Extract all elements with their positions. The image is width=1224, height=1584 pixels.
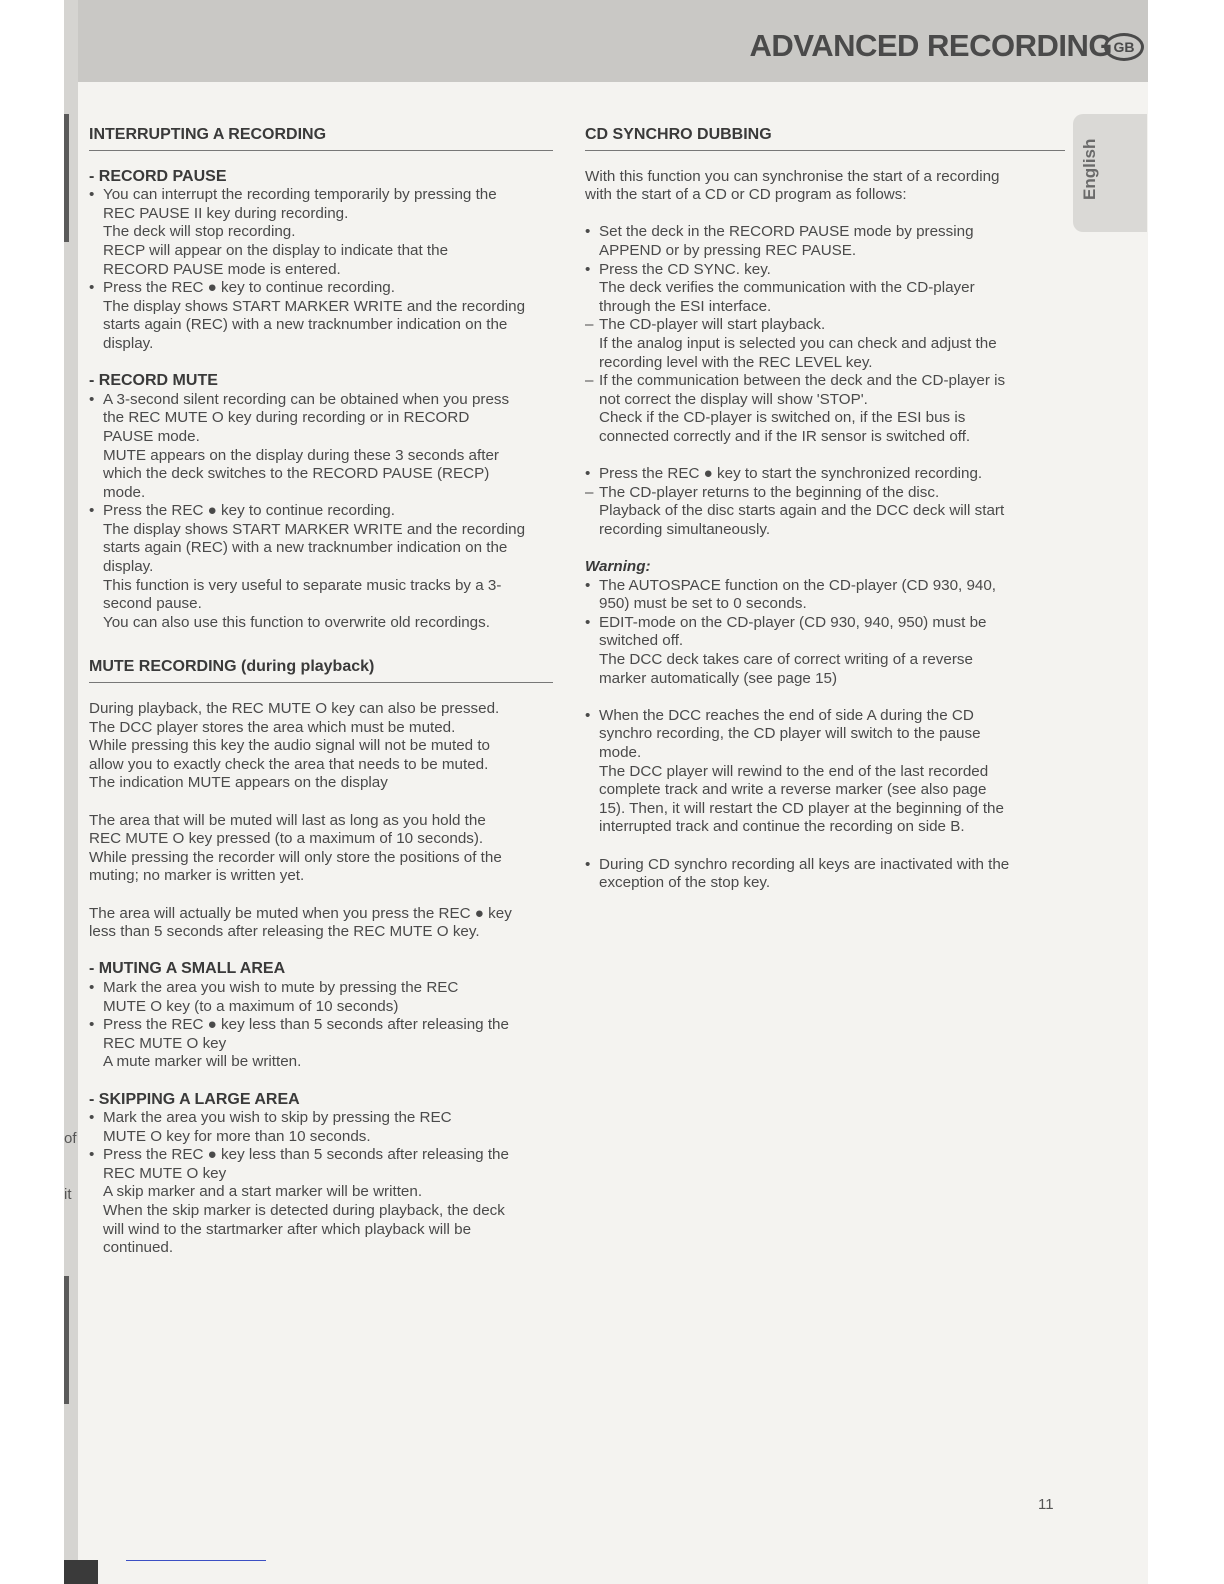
text-line: which the deck switches to the RECORD PAUSE (RECP) bbox=[103, 465, 490, 483]
text-line: muting; no marker is written yet. bbox=[89, 867, 305, 885]
text-line: starts again (REC) with a new tracknumber indication on the bbox=[103, 316, 508, 334]
text-line: With this function you can synchronise the start of a recording bbox=[585, 167, 1000, 185]
text-line: recording simultaneously. bbox=[599, 520, 771, 538]
text-line: REC MUTE O key pressed (to a maximum of 10 seconds). bbox=[89, 830, 484, 848]
list-item: • Press the REC ● key to start the synchronized recording. bbox=[585, 465, 1065, 484]
right-column bbox=[585, 126, 1065, 893]
text-line: REC PAUSE II key during recording. bbox=[103, 204, 349, 222]
text-line: The display shows START MARKER WRITE and the recording bbox=[103, 520, 526, 538]
section-title-interrupting: INTERRUPTING A RECORDING bbox=[89, 126, 553, 151]
corner-mark bbox=[64, 1560, 98, 1584]
language-badge: GB bbox=[1104, 33, 1144, 61]
text-line: Check if the CD-player is switched on, if the ESI bus is bbox=[599, 409, 966, 427]
section-title-cd-synchro: CD SYNCHRO DUBBING bbox=[585, 126, 1065, 151]
list-item: • The AUTOSPACE function on the CD-player (CD 930, 940, bbox=[585, 577, 1065, 596]
edge-fragment-2: it bbox=[64, 1186, 72, 1203]
text-line: switched off. bbox=[599, 632, 684, 650]
text-line: You can also use this function to overwrite old recordings. bbox=[103, 613, 490, 631]
text-line: While pressing the recorder will only store the positions of the bbox=[89, 848, 502, 866]
list-item: • Press the REC ● key to continue recording. bbox=[89, 502, 553, 521]
subsection-record-pause: - RECORD PAUSE bbox=[89, 167, 227, 185]
subsection-skipping-large-area: - SKIPPING A LARGE AREA bbox=[89, 1090, 300, 1108]
text-line: RECP will appear on the display to indicate that the bbox=[103, 241, 449, 259]
list-item: • EDIT-mode on the CD-player (CD 930, 940, 950) must be bbox=[585, 614, 1065, 633]
text-line: continued. bbox=[103, 1239, 174, 1257]
text-line: with the start of a CD or CD program as follows: bbox=[585, 186, 907, 204]
text-line: PAUSE mode. bbox=[103, 427, 200, 445]
text-line: allow you to exactly check the area that needs to be muted. bbox=[89, 755, 489, 773]
text-line: not correct the display will show 'STOP'. bbox=[599, 390, 868, 408]
list-item: • During CD synchro recording all keys are inactivated with the bbox=[585, 856, 1065, 875]
list-item: • You can interrupt the recording temporarily by pressing the bbox=[89, 186, 553, 205]
text-line: The display shows START MARKER WRITE and the recording bbox=[103, 297, 526, 315]
list-item: – The CD-player returns to the beginning of the disc. bbox=[585, 484, 1065, 503]
text-line: APPEND or by pressing REC PAUSE. bbox=[599, 241, 857, 259]
text-line: This function is very useful to separate music tracks by a 3- bbox=[103, 576, 502, 594]
text-line: MUTE O key for more than 10 seconds. bbox=[103, 1127, 371, 1145]
edge-line bbox=[126, 1560, 266, 1561]
text-line: If the analog input is selected you can check and adjust the bbox=[599, 334, 997, 352]
text-line: The deck verifies the communication with the CD-player bbox=[599, 279, 975, 297]
text-line: While pressing this key the audio signal will not be muted to bbox=[89, 737, 490, 755]
page-number: 11 bbox=[1038, 1496, 1054, 1513]
text-line: MUTE O key (to a maximum of 10 seconds) bbox=[103, 997, 399, 1015]
text-line: The DCC deck takes care of correct writing of a reverse bbox=[599, 651, 973, 669]
text-line: the REC MUTE O key during recording or in RECORD bbox=[103, 409, 470, 427]
list-item: – If the communication between the deck and the CD-player is bbox=[585, 372, 1065, 391]
list-item: • Set the deck in the RECORD PAUSE mode by pressing bbox=[585, 223, 1065, 242]
text-line: The DCC player stores the area which must be muted. bbox=[89, 718, 456, 736]
warning-heading: Warning: bbox=[585, 558, 651, 576]
text-line: less than 5 seconds after releasing the REC MUTE O key. bbox=[89, 923, 480, 941]
text-line: synchro recording, the CD player will switch to the pause bbox=[599, 725, 981, 743]
subsection-muting-small-area: - MUTING A SMALL AREA bbox=[89, 960, 286, 978]
list-item: • Press the CD SYNC. key. bbox=[585, 261, 1065, 280]
text-line: marker automatically (see page 15) bbox=[599, 669, 838, 687]
text-line: REC MUTE O key bbox=[103, 1034, 227, 1052]
text-line: The area will actually be muted when you press the REC ● key bbox=[89, 904, 512, 922]
text-line: A skip marker and a start marker will be written. bbox=[103, 1183, 423, 1201]
list-item: • Press the REC ● key to continue recording. bbox=[89, 279, 553, 298]
text-line: The DCC player will rewind to the end of the last recorded bbox=[599, 762, 989, 780]
text-line: REC MUTE O key bbox=[103, 1164, 227, 1182]
list-item: • Press the REC ● key less than 5 seconds after releasing the bbox=[89, 1146, 553, 1165]
text-line: connected correctly and if the IR sensor is switched off. bbox=[599, 427, 971, 445]
text-line: display. bbox=[103, 334, 154, 352]
text-line: through the ESI interface. bbox=[599, 297, 772, 315]
list-item: • Mark the area you wish to skip by pressing the REC bbox=[89, 1109, 553, 1128]
text-line: When the skip marker is detected during playback, the deck bbox=[103, 1202, 505, 1220]
text-line: will wind to the startmarker after which playback will be bbox=[103, 1220, 472, 1238]
binding-mark-bottom bbox=[64, 1276, 69, 1404]
text-line: mode. bbox=[599, 744, 642, 761]
text-line: starts again (REC) with a new tracknumber indication on the bbox=[103, 539, 508, 557]
text-line: display. bbox=[103, 558, 154, 576]
text-line: mode. bbox=[103, 483, 146, 501]
edge-fragment-1: of bbox=[64, 1130, 77, 1147]
text-line: MUTE appears on the display during these 3 seconds after bbox=[103, 446, 499, 464]
text-line: Playback of the disc starts again and the DCC deck will start bbox=[599, 502, 1005, 520]
list-item: • When the DCC reaches the end of side A during the CD bbox=[585, 707, 1065, 726]
language-tab-label: English bbox=[1080, 138, 1099, 200]
text-line: The deck will stop recording. bbox=[103, 223, 296, 241]
text-line: RECORD PAUSE mode is entered. bbox=[103, 260, 341, 278]
text-line: exception of the stop key. bbox=[599, 874, 771, 892]
page-title: ADVANCED RECORDING bbox=[749, 28, 1112, 63]
text-line: second pause. bbox=[103, 595, 202, 613]
list-item: • Mark the area you wish to mute by pressing the REC bbox=[89, 979, 553, 998]
text-line: A mute marker will be written. bbox=[103, 1053, 302, 1071]
list-item: • A 3-second silent recording can be obtained when you press bbox=[89, 391, 553, 410]
left-column bbox=[89, 126, 553, 1258]
binding-mark-top bbox=[64, 114, 69, 242]
list-item: • Press the REC ● key less than 5 seconds after releasing the bbox=[89, 1016, 553, 1035]
text-line: During playback, the REC MUTE O key can also be pressed. bbox=[89, 700, 500, 718]
text-line: complete track and write a reverse marker (see also page bbox=[599, 781, 987, 799]
text-line: interrupted track and continue the recording on side B. bbox=[599, 818, 965, 836]
text-line: The indication MUTE appears on the display bbox=[89, 774, 388, 792]
text-line: The area that will be muted will last as long as you hold the bbox=[89, 811, 486, 829]
text-line: 950) must be set to 0 seconds. bbox=[599, 595, 807, 613]
subsection-record-mute: - RECORD MUTE bbox=[89, 372, 218, 390]
section-title-mute-recording: MUTE RECORDING (during playback) bbox=[89, 658, 553, 683]
list-item: – The CD-player will start playback. bbox=[585, 316, 1065, 335]
text-line: recording level with the REC LEVEL key. bbox=[599, 353, 873, 371]
text-line: 15). Then, it will restart the CD player at the beginning of the bbox=[599, 799, 1004, 817]
